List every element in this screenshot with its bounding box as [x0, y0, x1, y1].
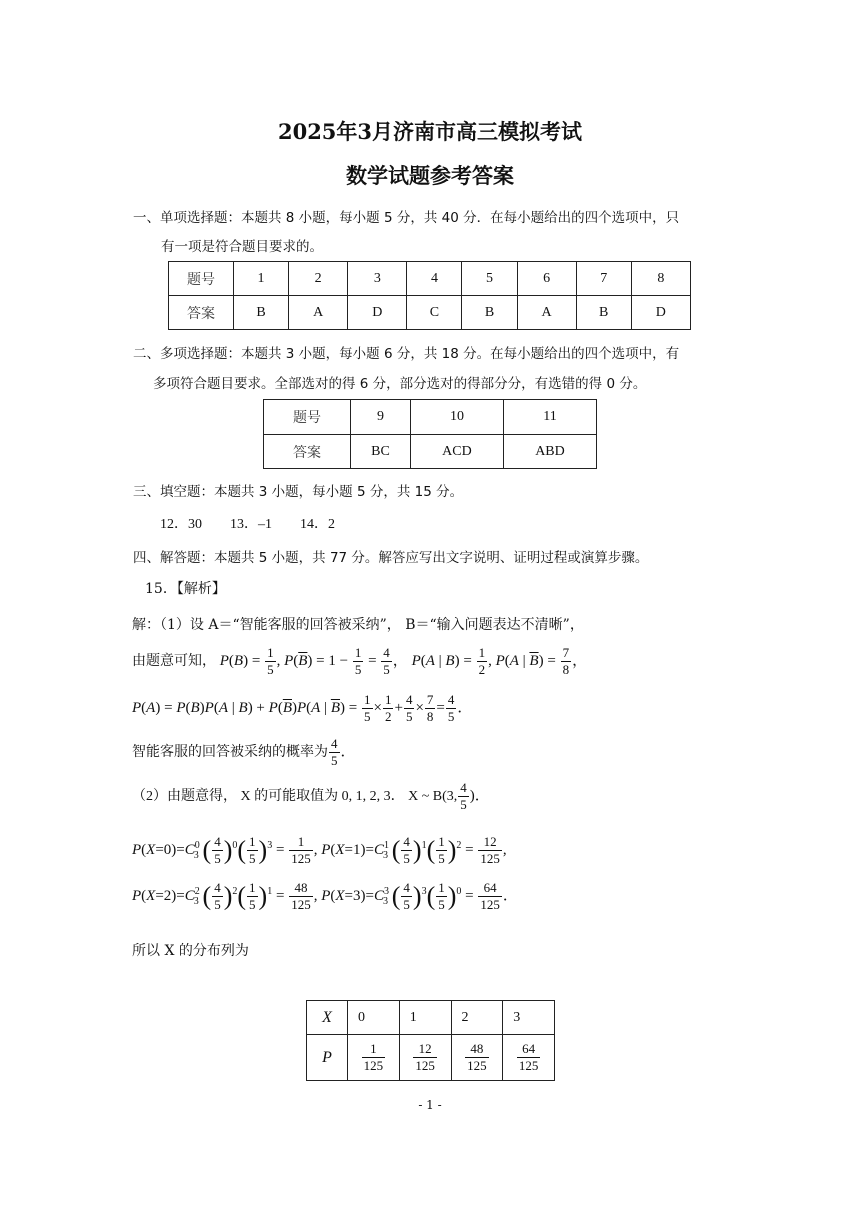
- part2-line: （2）由题意得， X 的可能取值为 0, 1, 2, 3． X ~ B(3, $\frac{4}{5}$ )．: [132, 780, 490, 812]
- q-number: 8: [631, 262, 690, 296]
- q-label: 题号: [264, 400, 351, 435]
- p-value: $\frac{12}{125}$: [399, 1035, 451, 1081]
- fill-in-answers: 12．30 13．–1 14．2: [160, 517, 335, 532]
- distribution-table: [306, 1000, 555, 1081]
- answer: B: [576, 296, 631, 330]
- section1-heading: 一、单项选择题：本题共 8 小题，每小题 5 分，共 40 分．在每小题给出的四个选项中，只: [133, 210, 680, 226]
- p-value: $\frac{48}{125}$: [451, 1035, 503, 1081]
- q-number: 3: [348, 262, 407, 296]
- q-number: 6: [517, 262, 576, 296]
- answer: A: [517, 296, 576, 330]
- a-label: 答案: [264, 435, 351, 469]
- a-label: 答案: [169, 296, 234, 330]
- q15-label: 15．【解析】: [145, 581, 226, 597]
- page-number: - 1 -: [418, 1098, 442, 1112]
- q-number: 7: [576, 262, 631, 296]
- part2-text: （2）由题意得， X 的可能取值为 0, 1, 2, 3． X ~ B(3,: [132, 788, 458, 804]
- q-number: 5: [462, 262, 517, 296]
- p-value: $\frac{64}{125}$: [503, 1035, 555, 1081]
- q-label: 题号: [169, 262, 234, 296]
- answer: ACD: [410, 435, 503, 469]
- x-value: 0: [348, 1001, 400, 1035]
- distribution-intro: 所以 X 的分布列为: [132, 943, 249, 959]
- solution-line-1: 解：（1）设 A＝“智能客服的回答被采纳”， B＝“输入问题表达不清晰”，: [132, 617, 584, 633]
- x-value: 1: [399, 1001, 451, 1035]
- answer: ABD: [503, 435, 596, 469]
- conclusion-part1: 智能客服的回答被采纳的概率为 $\frac{4}{5}$ ．: [132, 736, 356, 768]
- answer: D: [348, 296, 407, 330]
- q-number: 9: [351, 400, 411, 435]
- section4-heading: 四、解答题：本题共 5 小题，共 77 分。解答应写出文字说明、证明过程或演算步骤。: [133, 550, 649, 566]
- answer: B: [234, 296, 289, 330]
- total-probability-formula: P(A) = P(B)P(A | $B) + P(\overline{B})P(A$ | $\overline{B}$) = $\frac{1}{5}$ × $\frac{1}{2}$ + $\frac{4}{5}$ × $\frac{7}{8}$ = $\frac{4}{5}$ ．: [132, 692, 473, 724]
- answer: BC: [351, 435, 411, 469]
- x-label: X: [307, 1001, 348, 1035]
- document-subtitle: 数学试题参考答案: [346, 163, 514, 188]
- binomial-line-2: $P(X=2)=C^2_3$ ( $\frac{4}{5}$ )$^2$( $\frac{1}{5}$ )$^1$ = $\frac{48}{125}$ , $P(X=3)=C^3_3$ ( $\frac{4}{5}$ )$^3$( $\frac{1}{5}$ )$^0$ = $\frac{64}{125}$ ．: [132, 880, 518, 912]
- q-number: 2: [289, 262, 348, 296]
- line2-prefix: 由题意可知，: [132, 653, 216, 669]
- section1-heading-cont: 有一项是符合题目要求的。: [161, 239, 323, 255]
- given-probabilities: 由题意可知， P(B) = $\frac{1}{5}$ , $P(\overline{B}) = 1$ − $\frac{1}{5}$ = $\frac{4}{5}$ ， P(A | B) = $\frac{1}{2}$ , P(A | $\overline{B}$) = $\frac{7}{8}$ ，: [132, 645, 588, 677]
- answer: C: [407, 296, 462, 330]
- section3-heading: 三、填空题：本题共 3 小题，每小题 5 分，共 15 分。: [133, 484, 464, 500]
- section1-answer-table: [168, 261, 691, 330]
- binomial-line-1: $P(X=0)=C^0_3$ ( $\frac{4}{5}$ )$^0$( $\frac{1}{5}$ )$^3$ = $\frac{1}{125}$ , $P(X=1)=C^1_3$ ( $\frac{4}{5}$ )$^1$( $\frac{1}{5}$ )$^2$ = $\frac{12}{125}$ ,: [132, 834, 507, 866]
- section2-answer-table: [263, 399, 597, 469]
- p-label: P: [307, 1035, 348, 1081]
- document-title: 2025年3月济南市高三模拟考试: [277, 119, 583, 144]
- q-number: 11: [503, 400, 596, 435]
- answer: B: [462, 296, 517, 330]
- answer: A: [289, 296, 348, 330]
- q-number: 1: [234, 262, 289, 296]
- section2-heading: 二、多项选择题：本题共 3 小题，每小题 6 分，共 18 分。在每小题给出的四个选项中，有: [133, 346, 680, 362]
- q-number: 4: [407, 262, 462, 296]
- answer: D: [631, 296, 690, 330]
- conclusion-text: 智能客服的回答被采纳的概率为: [132, 744, 328, 760]
- p-value: $\frac{1}{125}$: [348, 1035, 400, 1081]
- x-value: 2: [451, 1001, 503, 1035]
- x-value: 3: [503, 1001, 555, 1035]
- q-number: 10: [410, 400, 503, 435]
- section2-heading-cont: 多项符合题目要求。全部选对的得 6 分，部分选对的得部分分，有选错的得 0 分。: [153, 376, 647, 392]
